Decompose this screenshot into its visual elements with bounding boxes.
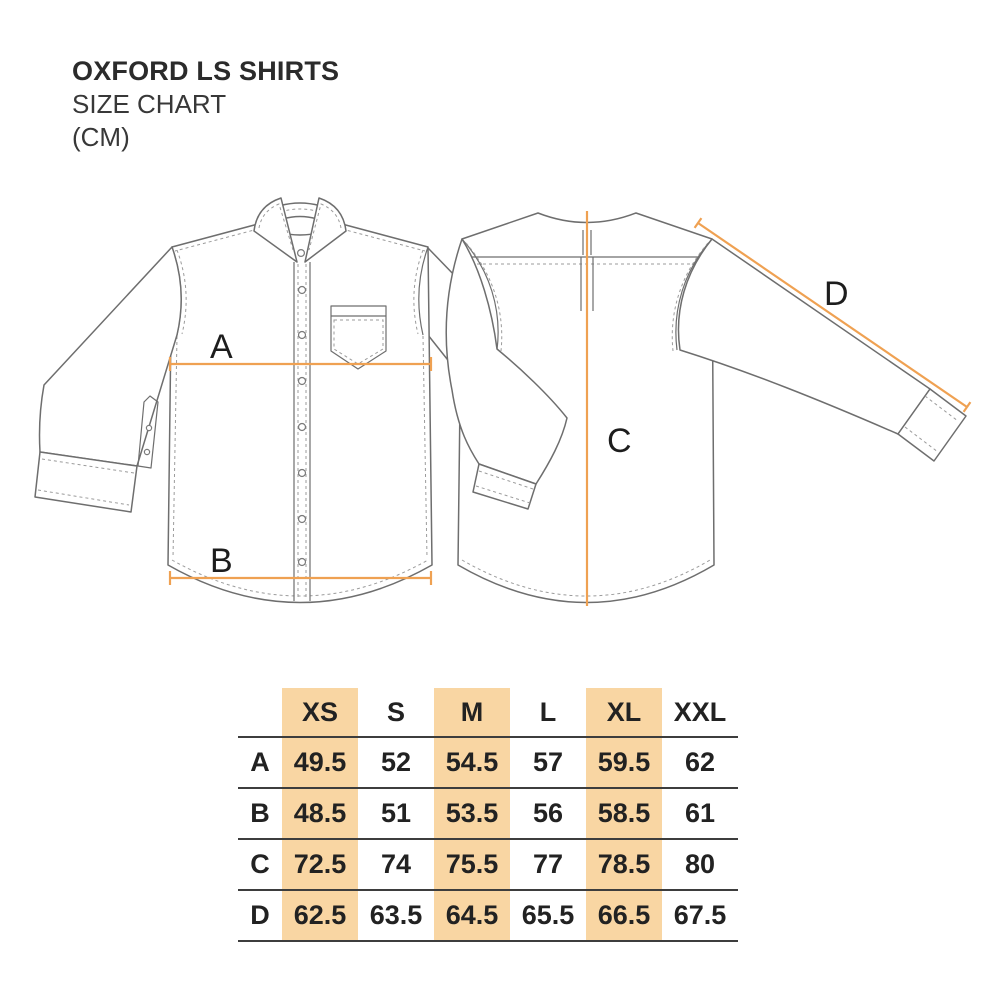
unit-label: (CM) xyxy=(72,122,130,152)
cell-b-xs: 48.5 xyxy=(282,788,358,839)
sleeve-button xyxy=(146,425,151,430)
cell-c-m: 75.5 xyxy=(434,839,510,890)
sleeve-button xyxy=(144,449,149,454)
cell-a-xxl: 62 xyxy=(662,737,738,788)
cell-a-m: 54.5 xyxy=(434,737,510,788)
back-shirt xyxy=(446,213,966,603)
size-header-l: L xyxy=(510,688,586,737)
cell-b-m: 53.5 xyxy=(434,788,510,839)
measurement-label-c: C xyxy=(607,422,632,460)
size-table xyxy=(238,688,738,942)
cell-d-xxl: 67.5 xyxy=(662,890,738,941)
cell-b-xl: 58.5 xyxy=(586,788,662,839)
chart-subtitle: SIZE CHART xyxy=(72,89,227,119)
table-row-d xyxy=(238,890,738,941)
front-left-sleeve xyxy=(40,247,182,466)
size-header-m: M xyxy=(434,688,510,737)
cell-b-s: 51 xyxy=(358,788,434,839)
table-row-b xyxy=(238,788,738,839)
cell-a-xs: 49.5 xyxy=(282,737,358,788)
cell-d-xl: 66.5 xyxy=(586,890,662,941)
cell-d-m: 64.5 xyxy=(434,890,510,941)
row-label: A xyxy=(238,737,282,788)
measurement-label-a: A xyxy=(210,328,233,366)
cell-a-s: 52 xyxy=(358,737,434,788)
front-body xyxy=(168,224,432,603)
size-header-xs: XS xyxy=(282,688,358,737)
corner-cell xyxy=(238,688,282,737)
cell-d-xs: 62.5 xyxy=(282,890,358,941)
back-right-sleeve xyxy=(678,239,930,434)
cell-d-l: 65.5 xyxy=(510,890,586,941)
row-label: C xyxy=(238,839,282,890)
table-row-c xyxy=(238,839,738,890)
size-header-xl: XL xyxy=(586,688,662,737)
size-header-xxl: XXL xyxy=(662,688,738,737)
measurement-label-b: B xyxy=(210,542,233,580)
row-label: B xyxy=(238,788,282,839)
cell-c-s: 74 xyxy=(358,839,434,890)
cell-a-xl: 59.5 xyxy=(586,737,662,788)
cell-b-l: 56 xyxy=(510,788,586,839)
measurement-label-d: D xyxy=(824,275,849,313)
size-header-row xyxy=(238,688,738,737)
cell-c-xl: 78.5 xyxy=(586,839,662,890)
size-header-s: S xyxy=(358,688,434,737)
collar-button xyxy=(298,250,305,257)
cell-b-xxl: 61 xyxy=(662,788,738,839)
cell-d-s: 63.5 xyxy=(358,890,434,941)
product-title: OXFORD LS SHIRTS xyxy=(72,56,340,86)
cell-c-xs: 72.5 xyxy=(282,839,358,890)
cell-c-l: 77 xyxy=(510,839,586,890)
table-row-a xyxy=(238,737,738,788)
row-label: D xyxy=(238,890,282,941)
cell-c-xxl: 80 xyxy=(662,839,738,890)
cell-a-l: 57 xyxy=(510,737,586,788)
